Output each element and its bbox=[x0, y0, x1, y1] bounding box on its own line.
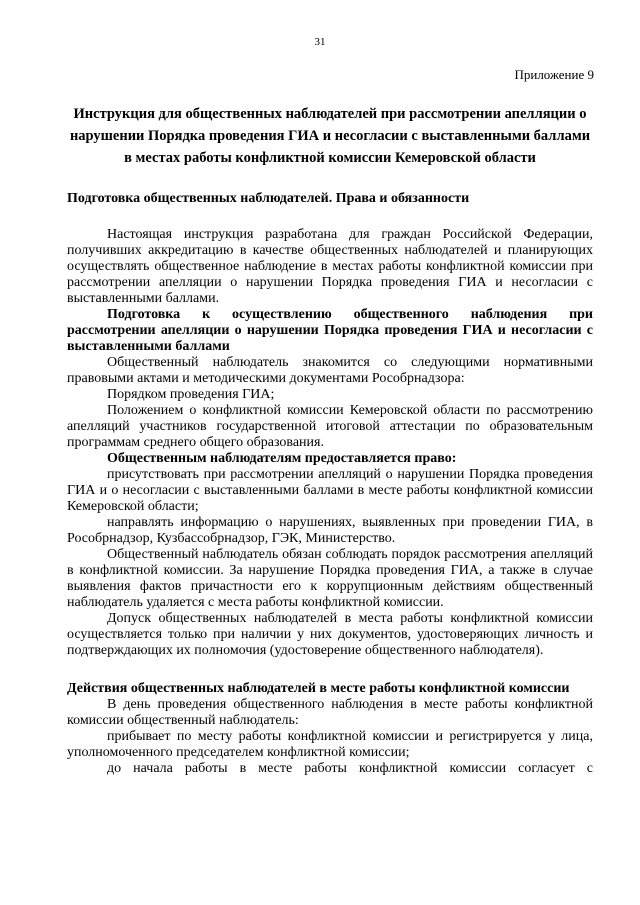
paragraph-familiarization: Общественный наблюдатель знакомится со следующими нормативными правовыми актами и методическими документами Рособрнадзора: bbox=[67, 355, 593, 386]
paragraph-rights-heading: Общественным наблюдателям предоставляется право: bbox=[107, 451, 457, 466]
section-heading-preparation: Подготовка общественных наблюдателей. Права и обязанности bbox=[67, 191, 470, 206]
paragraph-right-report: направлять информацию о нарушениях, выявленных при проведении ГИА, в Рособрнадзор, Кузбассобрнадзор, ГЭК, Министерство. bbox=[67, 515, 593, 546]
paragraph-intro: Настоящая инструкция разработана для граждан Российской Федерации, получивших аккредитацию в качестве общественных наблюдателей и планирующих осуществлять общественное наблюдение в местах работы конфликтной комиссии при рассмотрении апелляции о нарушении Порядка проведения ГИА и несогласии с выставленными баллами. bbox=[67, 227, 593, 306]
paragraph-obligations: Общественный наблюдатель обязан соблюдать порядок рассмотрения апелляций в конфликтной комиссии. За нарушение Порядка проведения ГИА, а также в случае выявления фактов причастности его к коррупционным действиям общественный наблюдатель удаляется с места работы конфликтной комиссии. bbox=[67, 547, 593, 610]
document-title: Инструкция для общественных наблюдателей при рассмотрении апелляции о нарушении Порядка проведения ГИА и несогласии с выставленными баллами в местах работы конфликтной комиссии Кемеровской области bbox=[69, 106, 591, 166]
appendix-label: Приложение 9 bbox=[514, 67, 594, 82]
paragraph-preparation-heading: Подготовка к осуществлению общественного наблюдения при рассмотрении апелляции о нарушении Порядка проведения ГИА и несогласии с выставленными баллами bbox=[67, 307, 593, 354]
paragraph-right-attend: присутствовать при рассмотрении апелляций о нарушении Порядка проведения ГИА и о несогласии с выставленными баллами в месте работы конфликтной комиссии Кемеровской области; bbox=[67, 467, 593, 514]
section-heading-actions: Действия общественных наблюдателей в месте работы конфликтной комиссии bbox=[67, 681, 570, 696]
document-body bbox=[67, 103, 593, 777]
paragraph-observation-day: В день проведения общественного наблюдения в месте работы конфликтной комиссии общественный наблюдатель: bbox=[67, 697, 593, 728]
page-number: 31 bbox=[314, 36, 326, 48]
paragraph-coordination: до начала работы в месте работы конфликтной комиссии согласует с bbox=[107, 761, 593, 776]
paragraph-admission: Допуск общественных наблюдателей в места работы конфликтной комиссии осуществляется только при наличии у них документов, удостоверяющих личность и подтверждающих их полномочия (удостоверение общественного наблюдателя). bbox=[67, 611, 593, 658]
paragraph-regulation: Положением о конфликтной комиссии Кемеровской области по рассмотрению апелляций участников государственной итоговой аттестации по образовательным программам среднего общего образования. bbox=[67, 403, 593, 450]
paragraph-arrival: прибывает по месту работы конфликтной комиссии и регистрируется у лица, уполномоченного председателем конфликтной комиссии; bbox=[67, 729, 593, 760]
paragraph-procedure: Порядком проведения ГИА; bbox=[107, 387, 275, 402]
